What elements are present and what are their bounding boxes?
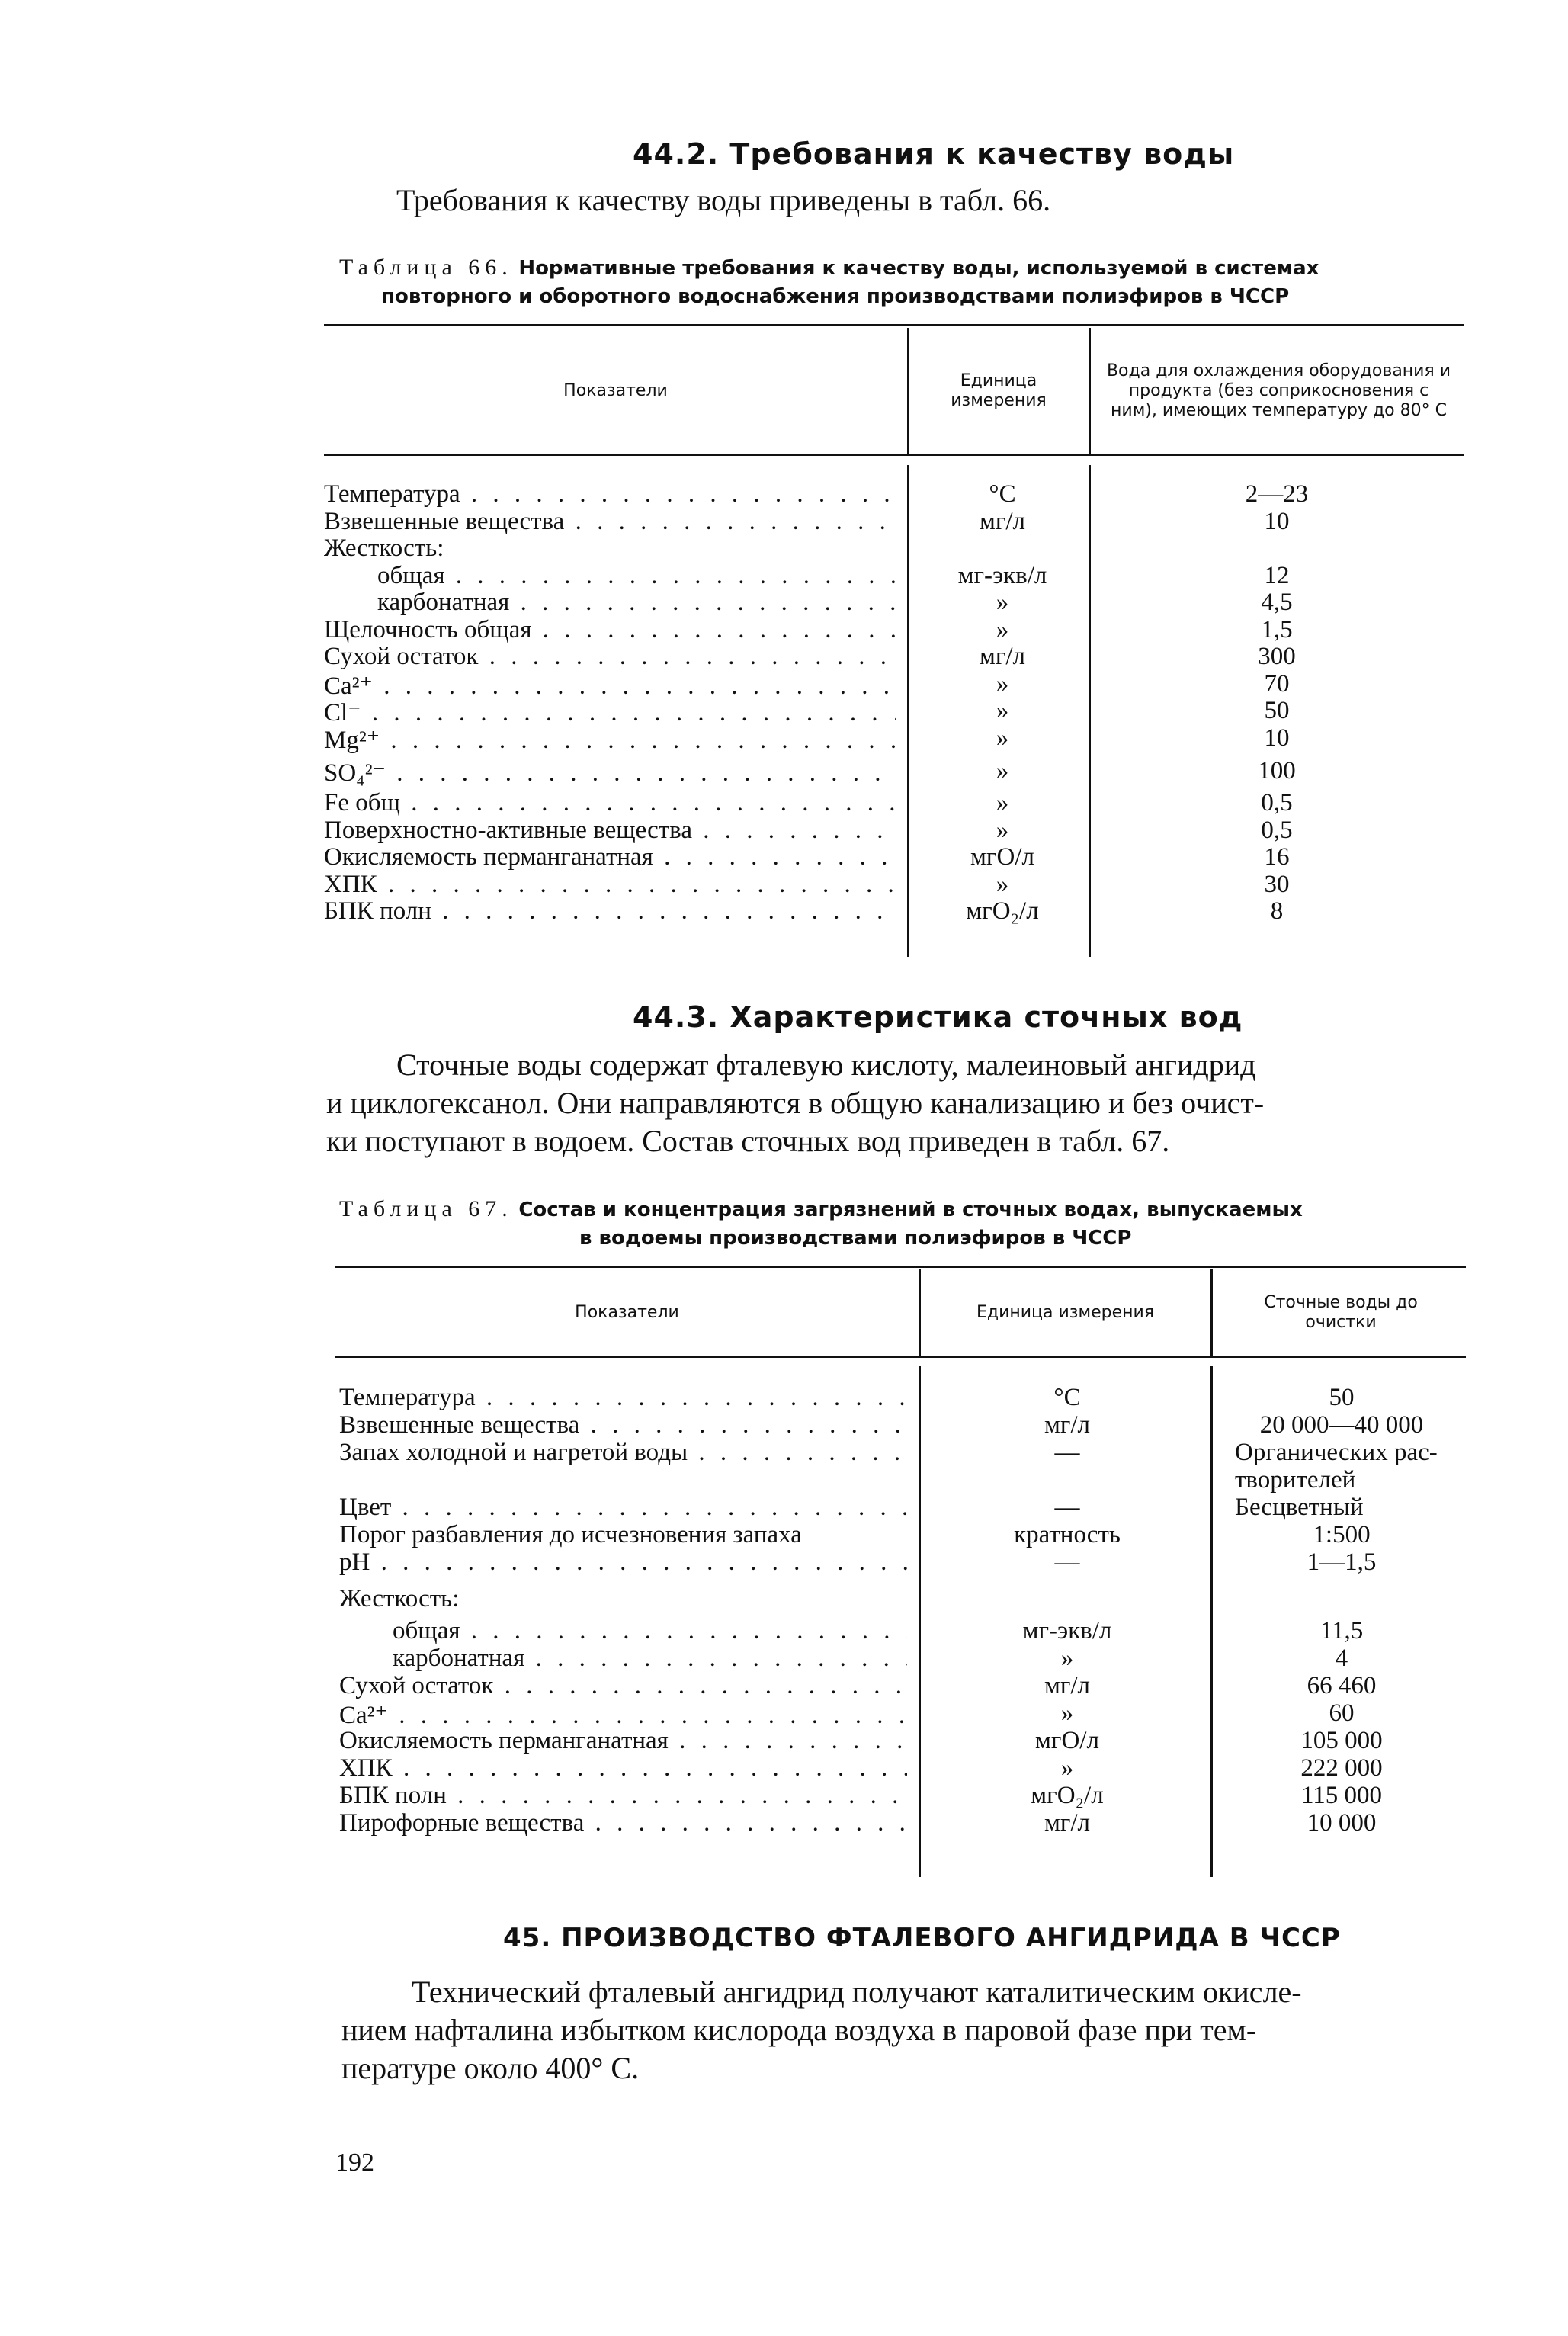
table67-caption-line2: в водоемы производствами полиэфиров в ЧССР — [579, 1227, 1132, 1250]
row-value: 50 — [1264, 697, 1290, 724]
table-row — [339, 1617, 1467, 1645]
row-value: 0,5 — [1261, 789, 1293, 817]
row-value: 100 — [1258, 757, 1296, 785]
table67-body — [339, 1384, 1467, 1837]
row-label: Сухой остаток . . . — [339, 1672, 907, 1700]
table-row — [339, 1439, 1467, 1466]
row-label: ХПК . . . — [339, 1754, 907, 1782]
row-label: Взвешенные вещества . . . — [339, 1411, 907, 1439]
row-label: Жесткость: — [324, 534, 444, 562]
table67-caption-prefix: Таблица 67. — [339, 1196, 513, 1221]
row-label: Запах холодной и нагретой воды . . . — [339, 1439, 907, 1467]
table67-header-indicators: Показатели — [575, 1302, 679, 1322]
row-value: 4,5 — [1261, 589, 1293, 616]
table66-caption-prefix: Таблица 66. — [339, 255, 513, 280]
table-row — [324, 670, 1464, 698]
row-unit: » — [996, 697, 1009, 724]
row-label: Жесткость: — [339, 1585, 460, 1612]
row-label: Cl⁻ . . . — [324, 697, 896, 727]
section-44-3-heading: 44.3. Характеристика сточных вод — [633, 1000, 1243, 1034]
table-row — [324, 643, 1464, 670]
table66-body — [324, 480, 1464, 925]
row-unit: » — [1060, 1699, 1074, 1727]
row-label: ХПК . . . — [324, 871, 896, 899]
section-45-line2: нием нафталина избытком кислорода воздуха в паровой фазе при тем- — [341, 2013, 1257, 2047]
row-value: 66 460 — [1307, 1672, 1377, 1699]
table-row — [324, 480, 1464, 508]
table-row — [339, 1754, 1467, 1782]
table-row — [339, 1494, 1467, 1521]
row-unit: — — [1054, 1439, 1080, 1466]
row-unit: — — [1054, 1494, 1080, 1521]
table66-col-divider-1 — [907, 328, 909, 454]
row-label: общая . . . — [377, 562, 896, 590]
row-label: Цвет . . . — [339, 1494, 907, 1522]
row-unit: » — [1060, 1754, 1074, 1782]
row-value: 105 000 — [1300, 1727, 1383, 1754]
table66-header-rule — [324, 454, 1464, 456]
section-45-heading: 45. ПРОИЗВОДСТВО ФТАЛЕВОГО АНГИДРИДА В ЧССР — [503, 1923, 1341, 1953]
table66-caption-line2-wrap — [381, 282, 1289, 310]
table-row — [324, 871, 1464, 898]
section-44-3-line2: и циклогексанол. Они направляются в общую канализацию и без очист- — [326, 1086, 1265, 1120]
row-label: Температура . . . — [339, 1384, 907, 1412]
row-value: Органических рас- — [1235, 1439, 1438, 1466]
row-unit: °С — [1053, 1384, 1081, 1411]
row-label: Пирофорные вещества . . . — [339, 1809, 907, 1837]
table67-top-rule — [335, 1266, 1466, 1268]
table67-caption — [339, 1195, 1467, 1224]
table66-header-unit: Единица измерения — [951, 371, 1047, 410]
row-unit: » — [996, 757, 1009, 785]
row-unit: мг/л — [979, 507, 1026, 535]
table67-header-wastewater: Сточные воды до очистки — [1264, 1292, 1418, 1332]
row-unit: » — [996, 669, 1009, 698]
table67-caption-line1: Состав и концентрация загрязнений в сточных водах, выпускаемых — [518, 1198, 1303, 1221]
row-unit: мгО/л — [1035, 1727, 1099, 1754]
table66-caption-line1: Нормативные требования к качеству воды, используемой в системах — [518, 257, 1319, 280]
row-unit: мг/л — [1044, 1809, 1091, 1837]
row-unit: мг-экв/л — [1022, 1617, 1112, 1645]
table-row — [339, 1411, 1467, 1439]
row-unit: » — [996, 724, 1009, 752]
table-row — [339, 1548, 1467, 1576]
row-label: Окисляемость перманганатная . . . — [339, 1727, 907, 1755]
table-row — [324, 697, 1464, 727]
row-value: 1,5 — [1261, 615, 1293, 643]
row-label: SO₄²⁻ . . . — [324, 757, 896, 788]
row-value: 10 — [1264, 724, 1290, 752]
row-unit: » — [996, 615, 1009, 643]
row-unit: » — [996, 589, 1009, 616]
row-value: 12 — [1264, 561, 1290, 589]
row-value: 300 — [1258, 643, 1296, 670]
table-row — [339, 1466, 1467, 1494]
section-45-line1: Технический фталевый ангидрид получают каталитическим окисле- — [412, 1975, 1302, 2009]
row-unit: » — [1060, 1645, 1074, 1672]
row-value: 20 000—40 000 — [1259, 1411, 1424, 1439]
row-label: Окисляемость перманганатная . . . — [324, 843, 896, 871]
row-label: pH . . . — [339, 1548, 907, 1577]
row-unit: мгО/л — [970, 843, 1034, 871]
section-44-3-line3: ки поступают в водоем. Состав сточных вод приведен в табл. 67. — [326, 1124, 1170, 1158]
table-row — [324, 589, 1464, 616]
table-row — [339, 1727, 1467, 1754]
table67-caption-line2-wrap — [579, 1224, 1131, 1252]
table66-top-rule — [324, 324, 1464, 326]
table-row — [339, 1699, 1467, 1727]
row-unit: » — [996, 789, 1009, 817]
table-row — [324, 817, 1464, 844]
row-value: 10 — [1264, 507, 1290, 535]
row-value: 0,5 — [1261, 816, 1293, 844]
row-unit: мгО₂/л — [1031, 1782, 1104, 1809]
table67-header-rule — [335, 1356, 1466, 1358]
row-value: 115 000 — [1300, 1782, 1383, 1809]
row-label: Fe общ . . . — [324, 789, 896, 817]
row-value: 1:500 — [1313, 1521, 1371, 1548]
table66-col-divider-2 — [1089, 328, 1091, 454]
table67-col-divider-1 — [919, 1269, 921, 1356]
table-row — [339, 1809, 1467, 1837]
table-row — [339, 1672, 1467, 1699]
row-unit: мг/л — [1044, 1672, 1091, 1699]
row-label: Взвешенные вещества . . . — [324, 508, 896, 536]
section-44-3-line1: Сточные воды содержат фталевую кислоту, малеиновый ангидрид — [396, 1048, 1256, 1082]
table-row — [324, 562, 1464, 589]
row-label: БПК полн . . . — [324, 897, 896, 926]
row-unit: кратность — [1014, 1521, 1121, 1548]
table-row — [324, 616, 1464, 643]
row-label: общая . . . — [393, 1617, 907, 1645]
row-value: 10 000 — [1307, 1809, 1377, 1837]
row-unit: » — [996, 870, 1009, 898]
row-label: Ca²⁺ . . . — [324, 670, 896, 701]
row-value: 4 — [1335, 1645, 1348, 1672]
row-unit: мг/л — [979, 643, 1026, 670]
row-label: Сухой остаток . . . — [324, 643, 896, 671]
row-value: 30 — [1264, 870, 1290, 898]
table-row — [339, 1576, 1467, 1617]
row-label: карбонатная . . . — [393, 1645, 907, 1673]
row-value: 222 000 — [1300, 1754, 1383, 1782]
section-44-2-text: Требования к качеству воды приведены в табл. 66. — [396, 183, 1051, 217]
table66-caption-line2: повторного и оборотного водоснабжения производствами полиэфиров в ЧССР — [381, 285, 1290, 308]
row-unit: мг/л — [1044, 1411, 1091, 1439]
row-value: 60 — [1329, 1699, 1355, 1727]
row-value: 2—23 — [1245, 480, 1309, 508]
row-value: творителей — [1235, 1466, 1356, 1494]
row-label: Температура . . . — [324, 480, 896, 509]
row-unit: мгО₂/л — [966, 897, 1039, 925]
table66-header-indicators: Показатели — [563, 380, 668, 400]
table-row — [339, 1782, 1467, 1809]
section-44-2-heading: 44.2. Требования к качеству воды — [633, 137, 1235, 171]
row-label: Поверхностно-активные вещества . . . — [324, 817, 896, 845]
table-row — [324, 508, 1464, 535]
table-row — [324, 789, 1464, 817]
row-value: 1—1,5 — [1307, 1548, 1377, 1576]
table-row — [324, 724, 1464, 752]
row-value: 16 — [1264, 843, 1290, 871]
table-row — [339, 1384, 1467, 1411]
table66-header-water: Вода для охлаждения оборудования и продукта (без соприкосновения с ним), имеющих температуру до 80° С — [1106, 361, 1451, 420]
row-label: карбонатная . . . — [377, 589, 896, 617]
row-label: Щелочность общая . . . — [324, 616, 896, 644]
row-unit: — — [1054, 1548, 1080, 1576]
table67-header-unit: Единица измерения — [976, 1302, 1155, 1322]
table66-caption — [339, 254, 1467, 282]
table-row — [339, 1521, 1467, 1548]
row-label: Порог разбавления до исчезновения запаха — [339, 1521, 802, 1548]
table-row — [324, 843, 1464, 871]
table-row — [324, 897, 1464, 925]
row-label: Ca²⁺ . . . — [339, 1699, 907, 1730]
row-unit: °С — [989, 480, 1016, 508]
row-label: Mg²⁺ . . . — [324, 724, 896, 755]
row-value: 70 — [1264, 669, 1290, 698]
row-unit: мг-экв/л — [957, 561, 1047, 589]
row-unit: » — [996, 816, 1009, 844]
row-value: 11,5 — [1319, 1617, 1364, 1645]
page-number: 192 — [335, 2148, 374, 2177]
table-row — [324, 751, 1464, 789]
row-value: 8 — [1270, 897, 1284, 925]
table67-col-divider-2 — [1210, 1269, 1213, 1356]
table-row — [339, 1645, 1467, 1672]
row-value: Бесцветный — [1235, 1494, 1364, 1521]
section-45-line3: пературе около 400° С. — [341, 2051, 640, 2085]
row-value: 50 — [1329, 1384, 1355, 1411]
row-label: БПК полн . . . — [339, 1782, 907, 1810]
table-row — [324, 534, 1464, 562]
